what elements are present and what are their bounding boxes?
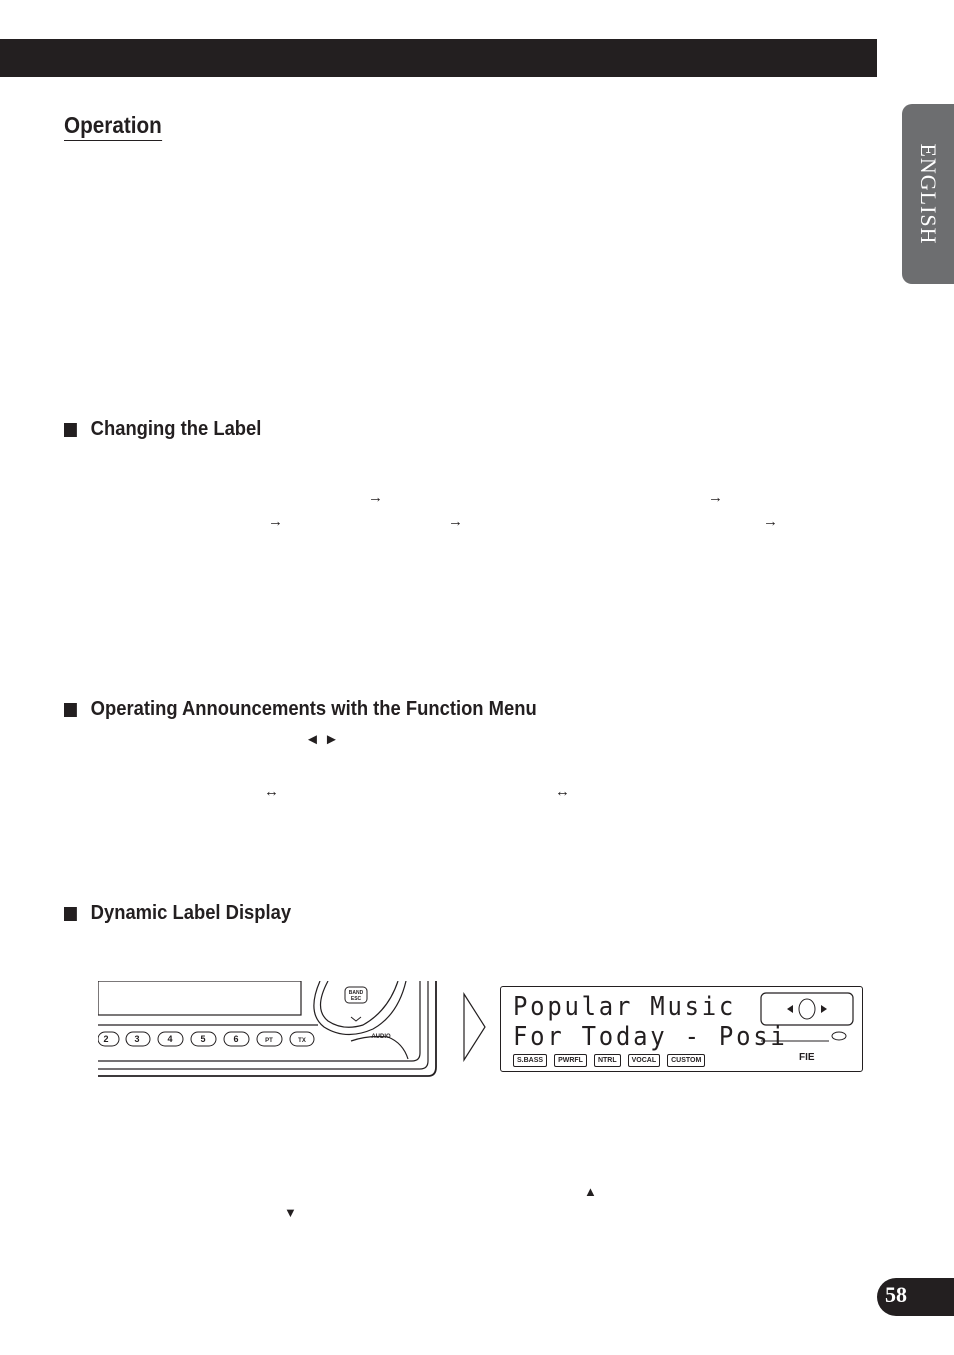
preset-button-5: 5 bbox=[200, 1034, 206, 1044]
fie-label: FIE bbox=[799, 1052, 815, 1063]
section-heading-text: Changing the Label bbox=[90, 418, 262, 440]
dynamic-label-display bbox=[500, 986, 863, 1072]
display-line-2: For Today - Posi bbox=[513, 1022, 788, 1052]
speaker-balance-icon bbox=[759, 991, 855, 1047]
arrow-left-right-icon: ↔ bbox=[555, 783, 570, 800]
header-bar bbox=[0, 39, 877, 77]
page-title: Operation bbox=[64, 111, 162, 141]
preset-button-tx: TX bbox=[298, 1038, 306, 1044]
square-bullet-icon bbox=[64, 423, 77, 437]
language-tab[interactable] bbox=[902, 104, 954, 284]
display-line-1: Popular Music bbox=[513, 992, 737, 1022]
esc-button-label: ESC bbox=[350, 996, 362, 1002]
s-bass-label: S.BASS bbox=[513, 1054, 547, 1067]
vocal-label: VOCAL bbox=[628, 1054, 661, 1067]
square-bullet-icon bbox=[64, 703, 77, 717]
audio-button-label: AUDIO bbox=[371, 1034, 391, 1040]
triangle-down-icon: ▼ bbox=[284, 1205, 297, 1220]
page-number-tab bbox=[877, 1278, 954, 1316]
preset-button-4: 4 bbox=[167, 1034, 173, 1044]
arrow-left-right-icon: ↔ bbox=[264, 783, 279, 800]
preset-button-6: 6 bbox=[233, 1034, 239, 1044]
pwrfl-label: PWRFL bbox=[554, 1054, 587, 1067]
arrow-right-icon: → bbox=[763, 513, 778, 530]
arrow-right-icon: → bbox=[708, 489, 723, 506]
display-audio-buttons bbox=[513, 1054, 705, 1067]
arrow-right-icon: → bbox=[448, 513, 463, 530]
head-unit-illustration bbox=[98, 981, 438, 1077]
language-tab-label: ENGLISH bbox=[916, 143, 941, 245]
preset-button-pt: PT bbox=[265, 1038, 273, 1044]
preset-button-2: 2 bbox=[103, 1034, 109, 1044]
section-heading-text: Dynamic Label Display bbox=[90, 902, 292, 924]
section-heading-announcements bbox=[64, 698, 537, 721]
ntrl-label: NTRL bbox=[594, 1054, 621, 1067]
page-number: 58 bbox=[885, 1282, 907, 1307]
custom-label: CUSTOM bbox=[667, 1054, 705, 1067]
triangle-up-icon: ▲ bbox=[584, 1184, 597, 1199]
arrow-right-icon: → bbox=[268, 513, 283, 530]
section-heading-text: Operating Announcements with the Function Menu bbox=[90, 698, 537, 720]
transition-arrow-icon bbox=[462, 992, 488, 1062]
arrow-right-icon: → bbox=[368, 489, 383, 506]
band-button-label: BAND bbox=[348, 990, 364, 996]
section-heading-changing-label bbox=[64, 418, 261, 441]
section-heading-dynamic-label bbox=[64, 902, 291, 925]
left-right-triangle-icon: ◄ ► bbox=[305, 731, 339, 748]
preset-button-3: 3 bbox=[134, 1034, 140, 1044]
square-bullet-icon bbox=[64, 907, 77, 921]
